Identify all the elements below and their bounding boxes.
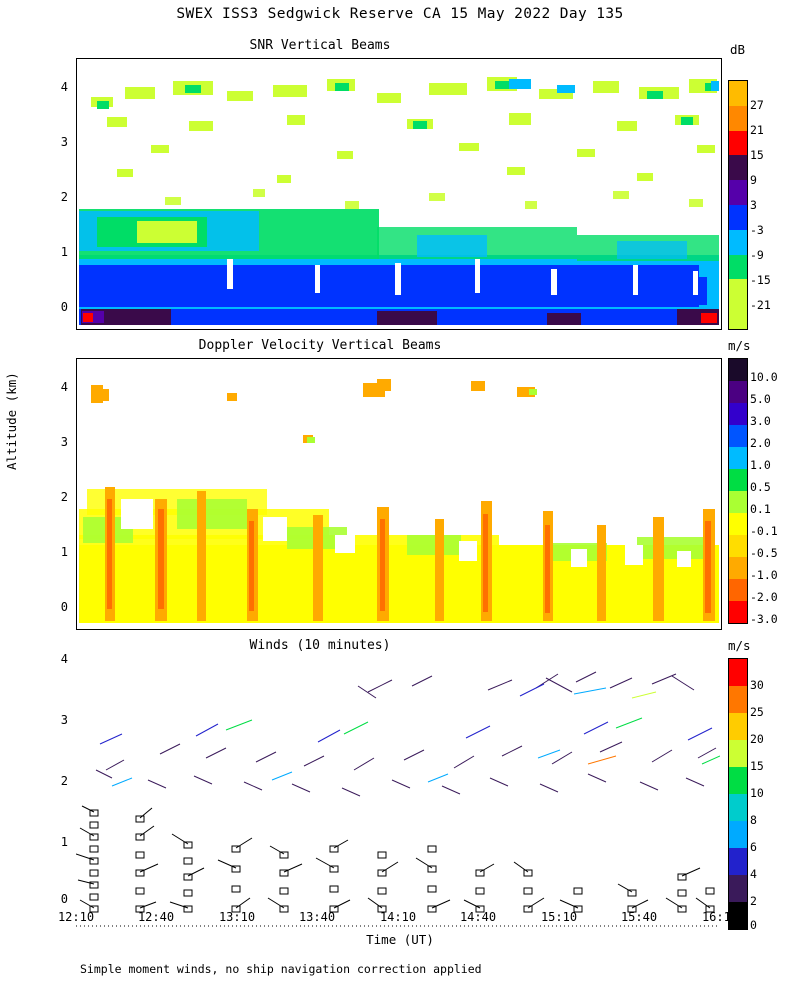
wind-cb-label-4: 10 xyxy=(750,786,764,800)
dop-ytick-3: 3 xyxy=(60,435,68,449)
panel-doppler xyxy=(0,330,800,626)
panel-winds-title: Winds (10 minutes) xyxy=(249,638,391,653)
panel-snr xyxy=(0,30,800,320)
dop-cb-label-0: 10.0 xyxy=(750,370,778,384)
wind-ytick-2: 2 xyxy=(60,774,68,788)
xtick-0: 12:10 xyxy=(57,910,95,924)
xtick-3: 13:40 xyxy=(298,910,336,924)
snr-cb-label-8: -21 xyxy=(750,298,771,312)
wind-cb-label-1: 25 xyxy=(750,705,764,719)
wind-cb-label-5: 8 xyxy=(750,813,757,827)
page-title: SWEX ISS3 Sedgwick Reserve CA 15 May 2022 Day 135 xyxy=(176,6,624,22)
snr-ytick-2: 2 xyxy=(60,190,68,204)
xtick-6: 15:10 xyxy=(540,910,578,924)
dop-cb-label-3: 2.0 xyxy=(750,436,771,450)
panel-doppler-title: Doppler Velocity Vertical Beams xyxy=(198,338,442,353)
dop-ytick-4: 4 xyxy=(60,380,68,394)
wind-cb-label-8: 2 xyxy=(750,894,757,908)
snr-cb-label-7: -15 xyxy=(750,273,771,287)
snr-cb-label-4: 3 xyxy=(750,198,757,212)
panel-snr-title: SNR Vertical Beams xyxy=(249,38,391,53)
snr-ytick-4: 4 xyxy=(60,80,68,94)
wind-ytick-3: 3 xyxy=(60,713,68,727)
wind-ytick-0: 0 xyxy=(60,892,68,906)
winds-colorbar-unit: m/s xyxy=(728,638,751,653)
dop-ytick-1: 1 xyxy=(60,545,68,559)
xtick-5: 14:40 xyxy=(459,910,497,924)
wind-cb-label-6: 6 xyxy=(750,840,757,854)
wind-ytick-4: 4 xyxy=(60,652,68,666)
snr-colorbar-unit: dB xyxy=(730,42,746,57)
doppler-colorbar xyxy=(728,358,748,624)
wind-cb-label-2: 20 xyxy=(750,732,764,746)
dop-cb-label-6: 0.1 xyxy=(750,502,771,516)
snr-heatmap xyxy=(77,59,721,329)
panel-doppler-plot xyxy=(76,358,722,630)
dop-cb-label-10: -2.0 xyxy=(750,590,778,604)
winds-barbs xyxy=(76,658,720,928)
dop-cb-label-1: 5.0 xyxy=(750,392,771,406)
xtick-1: 12:40 xyxy=(137,910,175,924)
dop-ytick-2: 2 xyxy=(60,490,68,504)
doppler-heatmap xyxy=(77,359,721,629)
dop-cb-label-5: 0.5 xyxy=(750,480,771,494)
y-axis-label: Altitude (km) xyxy=(4,372,19,470)
doppler-colorbar-unit: m/s xyxy=(728,338,751,353)
snr-cb-label-1: 21 xyxy=(750,123,764,137)
snr-cb-label-0: 27 xyxy=(750,98,764,112)
snr-ytick-1: 1 xyxy=(60,245,68,259)
dop-cb-label-8: -0.5 xyxy=(750,546,778,560)
snr-cb-label-6: -9 xyxy=(750,248,764,262)
snr-cb-label-2: 15 xyxy=(750,148,764,162)
dop-cb-label-4: 1.0 xyxy=(750,458,771,472)
wind-cb-label-0: 30 xyxy=(750,678,764,692)
wind-ytick-1: 1 xyxy=(60,835,68,849)
wind-cb-label-7: 4 xyxy=(750,867,757,881)
panel-winds xyxy=(0,630,800,930)
snr-ytick-0: 0 xyxy=(60,300,68,314)
snr-cb-label-5: -3 xyxy=(750,223,764,237)
dop-cb-label-11: -3.0 xyxy=(750,612,778,626)
dop-ytick-0: 0 xyxy=(60,600,68,614)
xtick-4: 14:10 xyxy=(379,910,417,924)
x-axis-label: Time (UT) xyxy=(366,932,434,947)
winds-colorbar xyxy=(728,658,748,930)
xtick-7: 15:40 xyxy=(620,910,658,924)
panel-snr-plot xyxy=(76,58,722,330)
snr-cb-label-3: 9 xyxy=(750,173,757,187)
xtick-8: 16:10 xyxy=(701,910,739,924)
snr-colorbar xyxy=(728,80,748,330)
dop-cb-label-7: -0.1 xyxy=(750,524,778,538)
dop-cb-label-2: 3.0 xyxy=(750,414,771,428)
dop-cb-label-9: -1.0 xyxy=(750,568,778,582)
panel-winds-plot xyxy=(76,658,720,928)
footer-note: Simple moment winds, no ship navigation correction applied xyxy=(80,962,482,976)
wind-cb-label-9: 0 xyxy=(750,918,757,932)
wind-cb-label-3: 15 xyxy=(750,759,764,773)
snr-ytick-3: 3 xyxy=(60,135,68,149)
xtick-2: 13:10 xyxy=(218,910,256,924)
